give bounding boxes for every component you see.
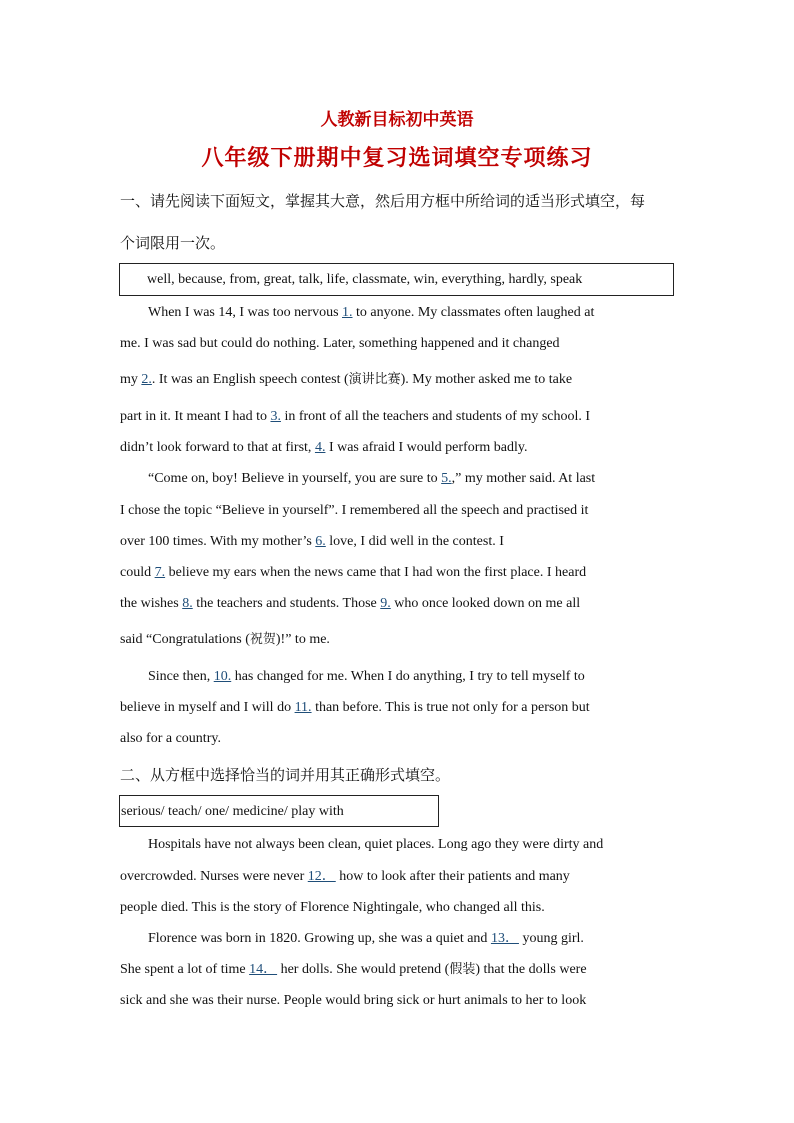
blank-7[interactable]: 7.	[154, 565, 166, 580]
text: “Come on, boy! Believe in yourself, you are sure to	[148, 471, 442, 486]
blank-2[interactable]: 2.	[141, 372, 152, 387]
blank-9[interactable]: 9.	[380, 596, 391, 611]
blank-10[interactable]: 10.	[213, 669, 232, 684]
passage1-line	[120, 533, 672, 551]
blank-3[interactable]: 3.	[270, 409, 281, 424]
text: believe my ears when the news came that I had won the first place. I heard	[165, 565, 587, 580]
blank-1[interactable]: 1.	[342, 305, 353, 320]
passage1-line: I chose the topic “Believe in yourself”. I remembered all the speech and practised it	[120, 503, 589, 518]
passage1-line	[148, 668, 672, 686]
text: Since then,	[148, 669, 214, 684]
section2-instruction: 二、从方框中选择恰当的词并用其正确形式填空。	[120, 766, 451, 784]
passage1-line	[148, 304, 672, 322]
text: than before. This is true not only for a person but	[311, 700, 590, 715]
page-subtitle: 八年级下册期中复习选词填空专项练习	[201, 146, 593, 171]
text: ). My mother asked me to take	[400, 372, 573, 387]
text: her dolls. She would pretend (	[277, 962, 450, 977]
text: has changed for me. When I do anything, I try to tell myself to	[231, 669, 585, 684]
text: over 100 times. With my mother’s	[120, 534, 316, 549]
passage1-line	[120, 408, 672, 426]
word-box-2: serious/ teach/ one/ medicine/ play with	[119, 795, 439, 827]
blank-14[interactable]: 14．	[249, 962, 278, 977]
passage1-line: me. I was sad but could do nothing. Later, something happened and it changed	[120, 336, 560, 351]
text: When I was 14, I was too nervous	[148, 305, 343, 320]
section1-instruction: 一、请先阅读下面短文，掌握其大意，然后用方框中所给词的适当形式填空，每	[120, 192, 646, 210]
blank-6[interactable]: 6.	[315, 534, 326, 549]
passage2-line: Hospitals have not always been clean, quiet places. Long ago they were dirty and	[148, 837, 604, 852]
text: to anyone. My classmates often laughed at	[352, 305, 595, 320]
passage1-line	[120, 439, 672, 457]
passage2-line	[120, 961, 672, 979]
text: I was afraid I would perform badly.	[325, 440, 528, 455]
blank-4[interactable]: 4.	[314, 440, 326, 455]
passage1-line	[120, 564, 672, 582]
text: believe in myself and I will do	[120, 700, 295, 715]
text: 演讲比赛	[348, 372, 401, 387]
text: Florence was born in 1820. Growing up, she was a quiet and	[148, 931, 491, 946]
passage2-line	[120, 868, 672, 886]
text: She spent a lot of time	[120, 962, 250, 977]
text: the wishes	[120, 596, 183, 611]
section1-instruction-cont: 个词限用一次。	[120, 234, 226, 252]
text: ,” my mother said. At last	[451, 471, 596, 486]
passage1-line	[120, 371, 672, 389]
blank-13[interactable]: 13．	[490, 931, 519, 946]
passage1-line	[120, 595, 672, 613]
text: . It was an English speech contest (	[151, 372, 349, 387]
page-title: 人教新目标初中英语	[320, 110, 474, 130]
text: part in it. It meant I had to	[120, 409, 271, 424]
text: said “Congratulations (	[120, 632, 250, 647]
passage1-line	[120, 631, 672, 649]
text: could	[120, 565, 155, 580]
passage2-line: people died. This is the story of Florence Nightingale, who changed all this.	[120, 900, 545, 915]
text: in front of all the teachers and students of my school. I	[280, 409, 591, 424]
passage1-line	[148, 470, 672, 488]
text: ) that the dolls were	[475, 962, 587, 977]
text: the teachers and students. Those	[192, 596, 381, 611]
blank-5[interactable]: 5.	[441, 471, 452, 486]
text: how to look after their patients and many	[335, 869, 570, 884]
text: young girl.	[518, 931, 584, 946]
text: my	[120, 372, 142, 387]
text: 假装	[449, 962, 476, 977]
blank-11[interactable]: 11.	[294, 700, 312, 715]
passage1-line	[120, 699, 672, 717]
text: )!” to me.	[275, 632, 330, 647]
blank-12[interactable]: 12．	[307, 869, 336, 884]
text: didn’t look forward to that at first,	[120, 440, 315, 455]
text: overcrowded. Nurses were never	[120, 869, 308, 884]
text: who once looked down on me all	[390, 596, 581, 611]
passage2-line	[148, 930, 672, 948]
word-box-1: well, because, from, great, talk, life, classmate, win, everything, hardly, speak	[119, 263, 674, 296]
text: 祝贺	[249, 632, 276, 647]
passage2-line: sick and she was their nurse. People would bring sick or hurt animals to her to look	[120, 993, 587, 1008]
passage1-line: also for a country.	[120, 731, 221, 746]
text: love, I did well in the contest. I	[325, 534, 504, 549]
blank-8[interactable]: 8.	[182, 596, 193, 611]
